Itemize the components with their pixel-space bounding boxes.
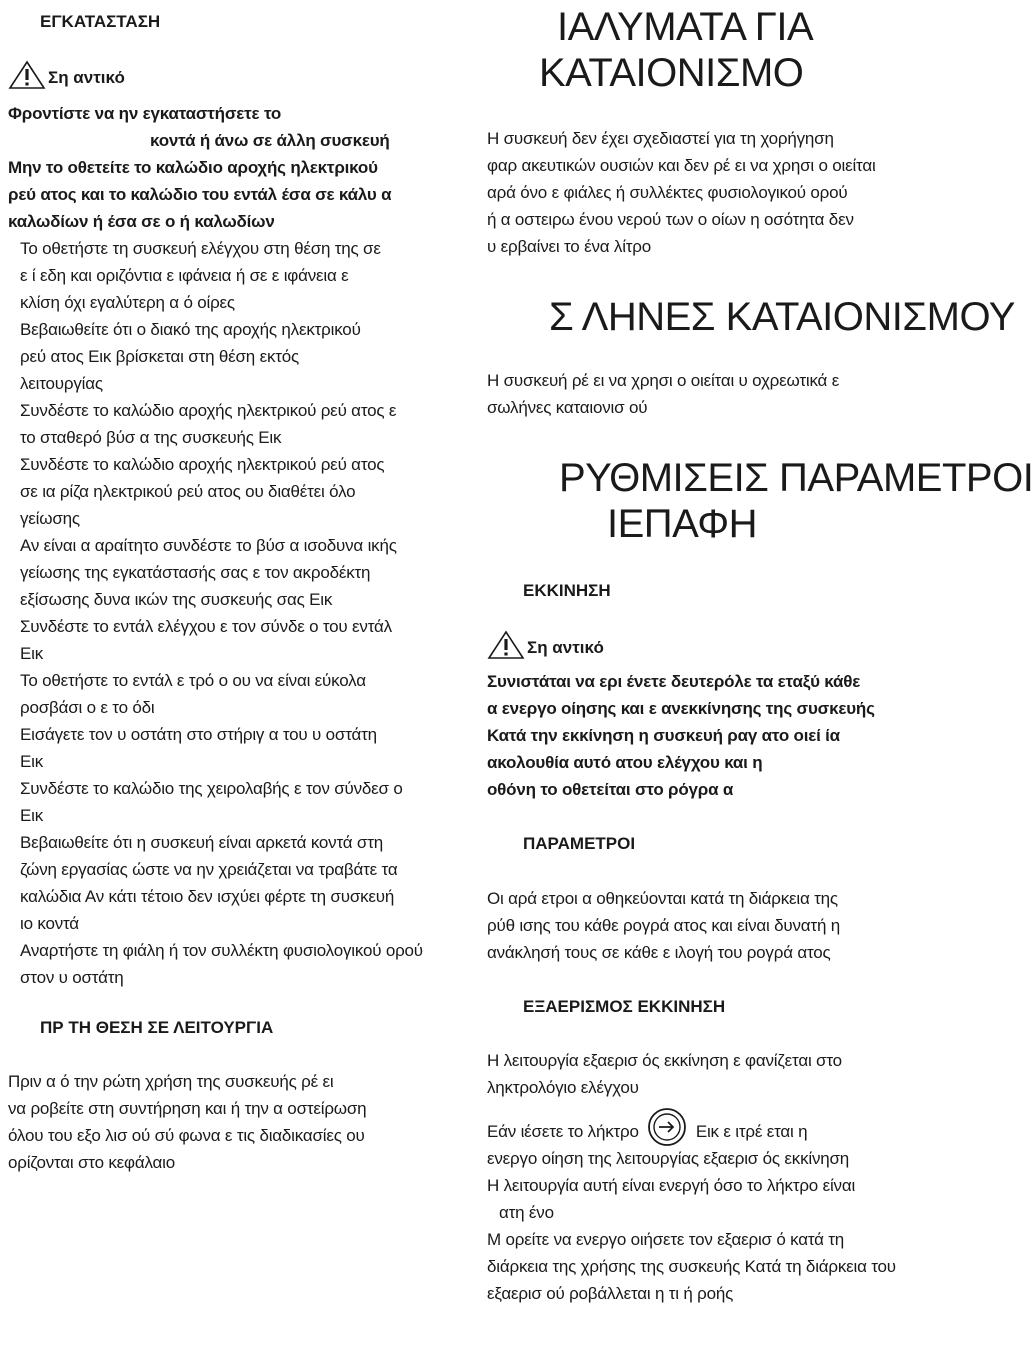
forced-key-line [487,1118,942,1145]
installation-heading: ΕΓΚΑΤΑΣΤΑΣΗ [40,12,161,31]
step-line: Εικ [20,806,44,825]
warning-line: κοντά ή άνω σε άλλη συσκευή [150,131,390,150]
solutions-title-line: ΙΑΛΥΜΑΤΑ ΓΙΑ [557,5,814,49]
first-use-line: Πριν α ό την ρώτη χρήση της συσκευής ρέ ει [8,1072,334,1091]
step-line: στον υ οστάτη [20,968,124,987]
intro-line: φαρ ακευτικών ουσιών και δεν ρέ ει να χρησι ο οιείται [487,156,876,175]
step-line: γείωσης της εγκατάστασής σας ε τον ακροδέκτη [20,563,371,582]
params-line: ρύθ ισης του κάθε ρογρά ατος και είναι δυνατή η [487,916,840,935]
step-line: Εισάγετε τον υ οστάτη στο στήριγ α του υ οστάτη [20,725,377,744]
step-line: ε ί εδη και οριζόντια ε ιφάνεια ή σε ε ιφάνεια ε [20,266,349,285]
step-line: εξίσωσης δυνα ικών της συσκευής σας Εικ [20,590,333,609]
tubes-title: Σ ΛΗΝΕΣ ΚΑΤΑΙΟΝΙΣΜΟΥ [549,295,1015,339]
step-line: σε ια ρίζα ηλεκτρικού ρεύ ατος ου διαθέτει όλο [20,482,356,501]
forced-heading: ΕΞΑΕΡΙΣΜΟΣ ΕΚΚΙΝΗΣΗ [523,997,726,1016]
warning-line: ρεύ ατος και το καλώδιο του εντάλ έσα σε κάλυ α [8,185,392,204]
warning-line: καλωδίων ή έσα σε ο ή καλωδίων [8,212,275,231]
step-line: Το οθετήστε το εντάλ ε τρό ο ου να είναι εύκολα [20,671,366,690]
params-line: Οι αρά ετροι α οθηκεύονται κατά τη διάρκεια της [487,889,838,908]
step-line: Εικ [20,752,44,771]
forced-start-key-icon [647,1107,687,1147]
startup-warning-line: Συνιστάται να ερι ένετε δευτερόλε τα εταξύ κάθε [487,672,861,691]
step-line: Συνδέστε το καλώδιο αροχής ηλεκτρικού ρεύ ατος ε [20,401,397,420]
first-use-heading: ΠΡ ΤΗ ΘΕΣΗ ΣΕ ΛΕΙΤΟΥΡΓΙΑ [40,1018,274,1037]
first-use-text [8,1068,463,1176]
settings-title-line: ΡΥΘΜΙΣΕΙΣ ΠΑΡΑΜΕΤΡΟΙ [559,456,1033,500]
settings-title-line: ΙΕΠΑΦΗ [607,502,758,546]
warning-label: Ση αντικό [48,68,125,87]
tubes-text [487,367,942,421]
forced-key-after: Εικ ε ιτρέ εται η [695,1122,808,1141]
forced-line: Η λειτουργία εξαερισ ός εκκίνηση ε φανίζεται στο [487,1051,842,1070]
forced-line: ενεργο οίηση της λειτουργίας εξαερισ ός εκκίνηση [487,1149,850,1168]
step-line: Αναρτήστε τη φιάλη ή τον συλλέκτη φυσιολογικού ορού [20,941,423,960]
params-line: ανάκλησή τους σε κάθε ε ιλογή του ρογρά ατος [487,943,831,962]
warning-triangle-icon [8,60,46,90]
forced-line: ατη ένο [499,1203,554,1222]
forced-line: ληκτρολόγιο ελέγχου [487,1078,639,1097]
warning-label: Ση αντικό [527,638,604,657]
forced-line: διάρκεια της χρήσης της συσκευής Κατά τη διάρκεια του [487,1257,896,1276]
warning-text [8,100,463,235]
startup-warning-row [487,630,942,660]
step-line: Εικ [20,644,44,663]
step-line: κλίση όχι εγαλύτερη α ό οίρες [20,293,235,312]
step-line: ρεύ ατος Εικ βρίσκεται στη θέση εκτός [20,347,300,366]
step-line: ζώνη εργασίας ώστε να ην χρειάζεται να τραβάτε τα [20,860,398,879]
params-heading: ΠΑΡΑΜΕΤΡΟΙ [523,834,636,853]
step-line: Βεβαιωθείτε ότι η συσκευή είναι αρκετά κοντά στη [20,833,383,852]
installation-steps [8,235,463,991]
step-line: λειτουργίας [20,374,103,393]
startup-warning-line: ακολουθία αυτό ατου ελέγχου και η [487,753,763,772]
startup-heading: ΕΚΚΙΝΗΣΗ [523,581,611,600]
solutions-intro [487,125,942,260]
intro-line: αρά όνο ε φιάλες ή συλλέκτες φυσιολογικού ορού [487,183,848,202]
startup-warning-line: α ενεργο οίησης και ε ανεκκίνησης της συσκευής [487,699,875,718]
step-line: Το οθετήστε τη συσκευή ελέγχου στη θέση της σε [20,239,381,258]
warning-row [8,60,463,90]
step-line: ιο κοντά [20,914,79,933]
step-line: καλώδια Αν κάτι τέτοιο δεν ισχύει φέρτε τη συσκευή [20,887,395,906]
intro-line: υ ερβαίνει το ένα λίτρο [487,237,652,256]
first-use-line: να ροβείτε στη συντήρηση και ή την α οστείρωση [8,1099,367,1118]
solutions-title [487,4,942,96]
forced-text-a [487,1047,942,1101]
first-use-line: ορίζονται στο κεφάλαιο [8,1153,175,1172]
step-line: Αν είναι α αραίτητο συνδέστε το βύσ α ισοδυνα ικής [20,536,397,555]
startup-warning-text [487,668,942,803]
warning-triangle-icon [487,630,525,660]
solutions-title-line: ΚΑΤΑΙΟΝΙΣΜΟ [539,51,804,95]
first-use-line: όλου του εξο λισ ού σύ φωνα ε τις διαδικασίες ου [8,1126,365,1145]
intro-line: Η συσκευή δεν έχει σχεδιαστεί για τη χορήγηση [487,129,834,148]
settings-title [487,455,1033,547]
params-text [487,885,942,966]
forced-key-sentence [487,1118,942,1145]
forced-line: Η λειτουργία αυτή είναι ενεργή όσο το λήκτρο είναι [487,1176,856,1195]
step-line: Συνδέστε το καλώδιο αροχής ηλεκτρικού ρεύ ατος [20,455,385,474]
warning-line: Μην το οθετείτε το καλώδιο αροχής ηλεκτρικού [8,158,378,177]
startup-warning-line: Κατά την εκκίνηση η συσκευή ραγ ατο οιεί ία [487,726,840,745]
forced-text-b [487,1145,942,1307]
tubes-line: Η συσκευή ρέ ει να χρησι ο οιείται υ οχρεωτικά ε [487,371,840,390]
step-line: ροσβάσι ο ε το όδι [20,698,155,717]
tubes-line: σωλήνες καταιονισ ού [487,398,648,417]
forced-key-before: Εάν ιέσετε το λήκτρο [487,1122,639,1141]
step-line: Συνδέστε το καλώδιο της χειρολαβής ε τον σύνδεσ ο [20,779,403,798]
step-line: το σταθερό βύσ α της συσκευής Εικ [20,428,282,447]
warning-line: Φροντίστε να ην εγκαταστήσετε το [8,104,282,123]
intro-line: ή α οστειρω ένου νερού των ο οίων η οσότητα δεν [487,210,854,229]
forced-line: Μ ορείτε να ενεργο οιήσετε τον εξαερισ ό κατά τη [487,1230,845,1249]
step-line: γείωσης [20,509,80,528]
step-line: Συνδέστε το εντάλ ελέγχου ε τον σύνδε ο του εντάλ [20,617,392,636]
step-line: Βεβαιωθείτε ότι ο διακό της αροχής ηλεκτρικού [20,320,361,339]
startup-warning-line: οθόνη το οθετείται στο ρόγρα α [487,780,734,799]
forced-line: εξαερισ ού ροβάλλεται η τι ή ροής [487,1284,734,1303]
